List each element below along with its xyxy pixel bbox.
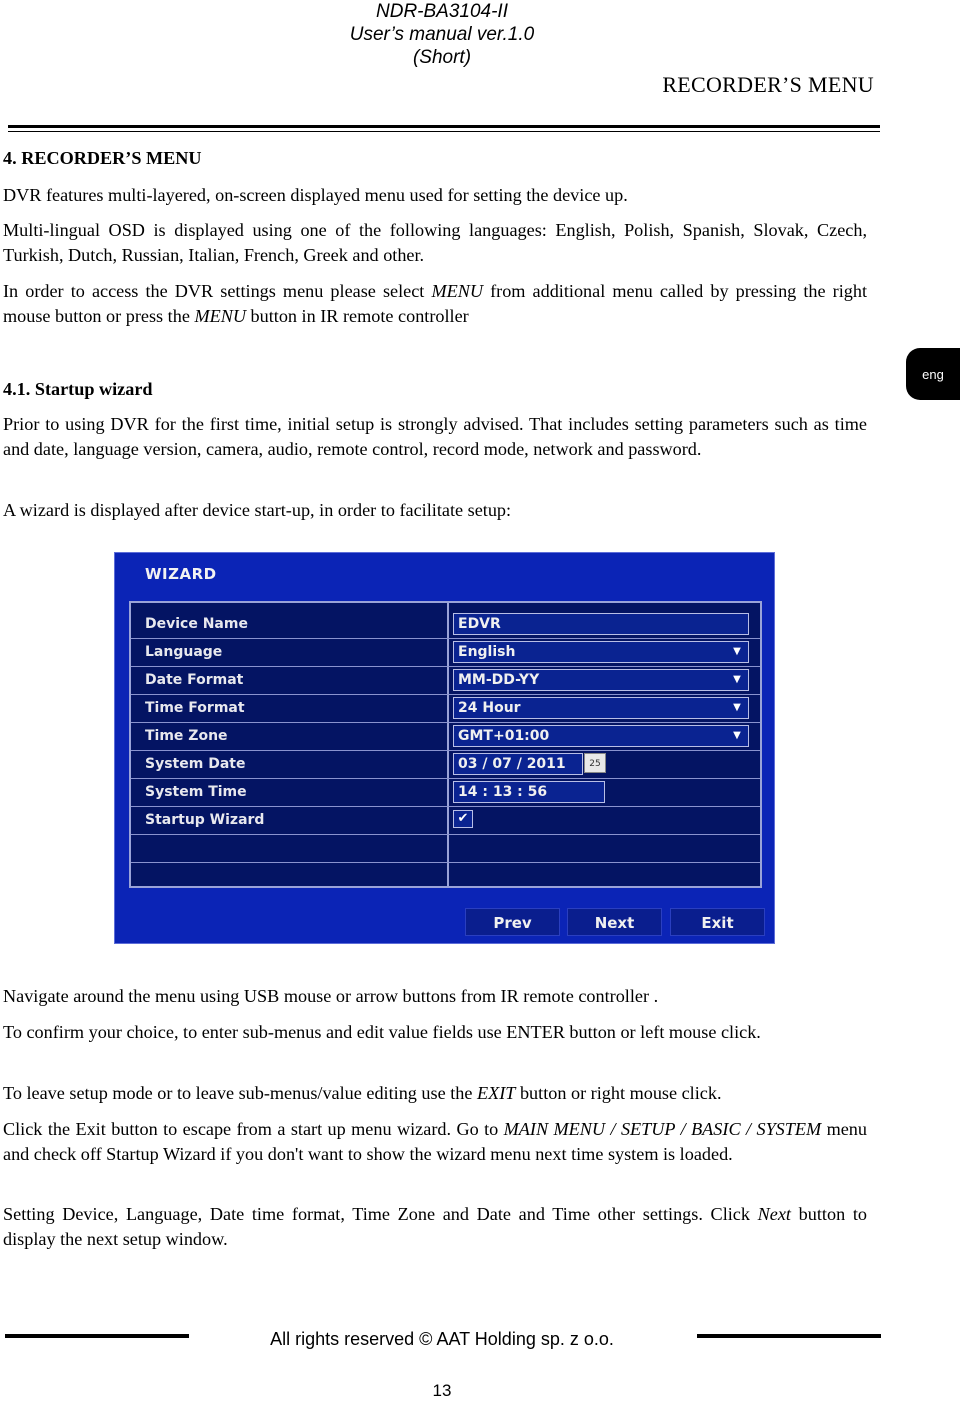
exit-wizard-text-b: menu and check off Startup Wizard if you don't want to show the wizard menu next time system is loaded. xyxy=(3,1119,867,1164)
confirm-paragraph: To confirm your choice, to enter sub-menus and edit value fields use ENTER button or left mouse click. xyxy=(3,1022,761,1042)
wizard-panel xyxy=(129,601,762,888)
leave-text-a: To leave setup mode or to leave sub-menus/value editing use the xyxy=(3,1083,477,1103)
settings-text-b: button to display the next setup window. xyxy=(3,1204,867,1249)
wizard-label: Startup Wizard xyxy=(145,812,265,828)
header-section: RECORDER’S MENU xyxy=(662,72,874,97)
header-rule-thin xyxy=(8,131,880,132)
wizard-label: Language xyxy=(145,644,223,660)
access-menu-2: MENU xyxy=(194,306,246,326)
calendar-icon[interactable]: 25 xyxy=(584,753,606,773)
system-time-input[interactable]: 14 : 13 : 56 xyxy=(453,781,605,803)
wizard-row-system-date xyxy=(131,751,760,779)
wizard-row-time-format xyxy=(131,695,760,723)
wizard-row-language xyxy=(131,639,760,667)
section-title: 4. RECORDER’S MENU xyxy=(3,148,202,168)
leave-paragraph xyxy=(3,1081,867,1106)
time-format-value: 24 Hour xyxy=(458,700,521,716)
access-paragraph xyxy=(3,279,867,329)
next-button[interactable]: Next xyxy=(567,908,662,936)
document-header xyxy=(340,0,544,69)
chevron-down-icon: ▼ xyxy=(730,673,744,687)
footer-copyright: All rights reserved © AAT Holding sp. z o.o. xyxy=(270,1329,614,1349)
language-select-value: English xyxy=(458,644,516,660)
intro-paragraph-1: DVR features multi-layered, on-screen displayed menu used for setting the device up. xyxy=(3,185,628,205)
settings-text-a: Setting Device, Language, Date time format, Time Zone and Date and Time other settings. Click xyxy=(3,1204,758,1224)
time-zone-value: GMT+01:00 xyxy=(458,728,550,744)
wizard-intro-paragraph-1: Prior to using DVR for the first time, initial setup is strongly advised. That includes setting parameters such as time and date, language version, camera, audio, remote control, record mode, network and password. xyxy=(3,414,867,459)
header-manual-version: User’s manual ver.1.0 xyxy=(349,24,535,45)
language-select[interactable] xyxy=(453,641,749,663)
wizard-label: System Date xyxy=(145,756,246,772)
access-text-c: button in IR remote controller xyxy=(245,306,469,326)
wizard-screenshot xyxy=(114,552,775,944)
wizard-intro-paragraph-2: A wizard is displayed after device start-up, in order to facilitate setup: xyxy=(3,500,512,520)
wizard-row-empty xyxy=(131,835,760,863)
page-number: 13 xyxy=(432,1381,452,1400)
navigate-paragraph: Navigate around the menu using USB mouse or arrow buttons from IR remote controller . xyxy=(3,986,659,1006)
header-rule xyxy=(8,125,880,128)
wizard-row-time-zone xyxy=(131,723,760,751)
wizard-row-startup-wizard xyxy=(131,807,760,835)
access-menu-1: MENU xyxy=(431,281,483,301)
leave-text-b: button or right mouse click. xyxy=(515,1083,722,1103)
intro-paragraph-2: Multi-lingual OSD is displayed using one of the following languages: English, Polish, Spanish, Slovak, Czech, Turkish, Dutch, Russian, Italian, French, Greek and other. xyxy=(3,220,867,265)
leave-exit: EXIT xyxy=(477,1083,516,1103)
wizard-label: Device Name xyxy=(145,616,248,632)
settings-next: Next xyxy=(757,1204,791,1224)
prev-button[interactable]: Prev xyxy=(465,908,560,936)
language-tab xyxy=(906,348,960,400)
exit-button[interactable]: Exit xyxy=(670,908,765,936)
exit-wizard-paragraph xyxy=(3,1117,867,1167)
time-zone-select[interactable] xyxy=(453,725,749,747)
wizard-row-system-time xyxy=(131,779,760,807)
language-tab-label: eng xyxy=(922,366,944,382)
time-format-select[interactable] xyxy=(453,697,749,719)
wizard-label: Date Format xyxy=(145,672,244,688)
access-text-b: from additional menu called by pressing the right mouse button or press the xyxy=(3,281,868,326)
device-name-input[interactable]: EDVR xyxy=(453,613,749,635)
wizard-label: System Time xyxy=(145,784,247,800)
settings-paragraph xyxy=(3,1202,867,1252)
access-text-a: In order to access the DVR settings menu please select xyxy=(3,281,432,301)
chevron-down-icon: ▼ xyxy=(730,701,744,715)
header-model: NDR-BA3104-II xyxy=(376,1,508,22)
date-format-value: MM-DD-YY xyxy=(458,672,540,688)
header-short: (Short) xyxy=(412,47,472,68)
chevron-down-icon: ▼ xyxy=(730,645,744,659)
wizard-row-device-name xyxy=(131,611,760,639)
chevron-down-icon: ▼ xyxy=(730,729,744,743)
startup-wizard-checkbox[interactable]: ✔ xyxy=(453,810,473,828)
exit-wizard-text-a: Click the Exit button to escape from a start up menu wizard. Go to xyxy=(3,1119,504,1139)
system-date-input[interactable]: 03 / 07 / 2011 xyxy=(453,753,583,775)
wizard-label: Time Zone xyxy=(145,728,228,744)
wizard-row-date-format xyxy=(131,667,760,695)
date-format-select[interactable] xyxy=(453,669,749,691)
wizard-label: Time Format xyxy=(145,700,245,716)
wizard-title: WIZARD xyxy=(145,565,217,583)
subsection-title: 4.1. Startup wizard xyxy=(3,379,153,399)
exit-wizard-menu-path: MAIN MENU / SETUP / BASIC / SYSTEM xyxy=(503,1119,822,1139)
